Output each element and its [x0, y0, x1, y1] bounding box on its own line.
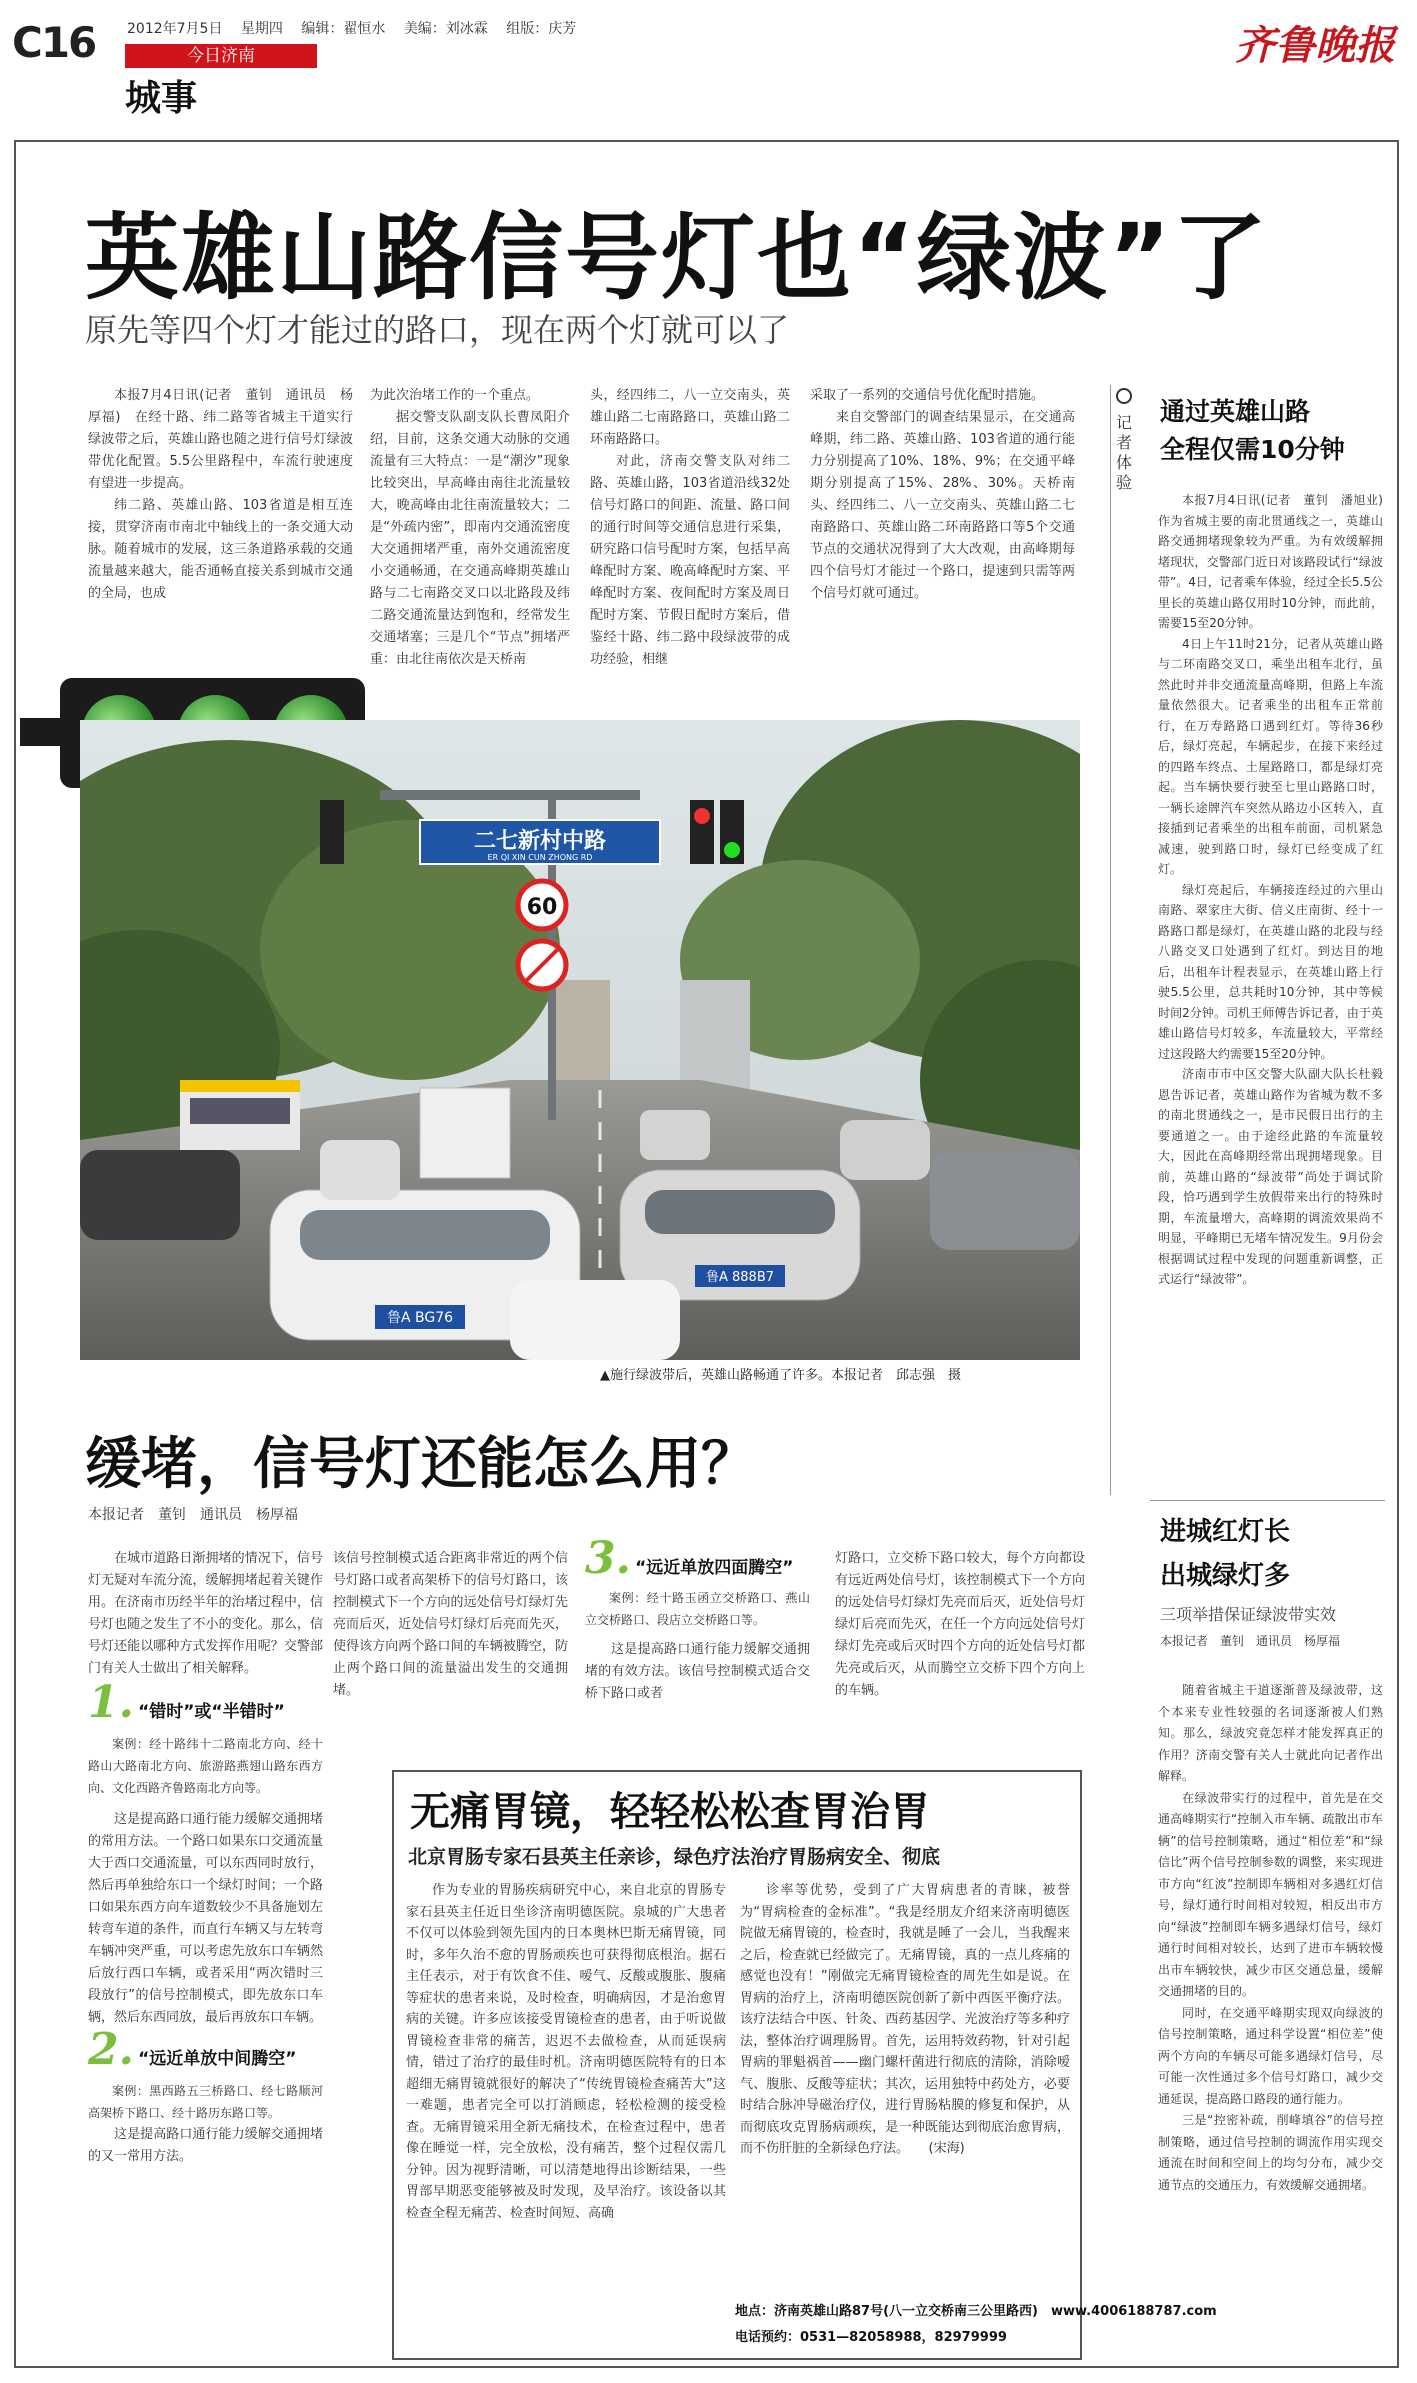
main-photo [80, 720, 1080, 1360]
side2-title-line: 进城红灯长 [1160, 1517, 1291, 1547]
license-plate-2: 鲁A 888B7 [705, 1270, 775, 1285]
paragraph: 据交警支队副支队长曹凤阳介绍，目前，这条交通大动脉的交通流量有三大特点：一是“潮汐”现象比较突出，早高峰由南往北流量较大，晚高峰由北往南流量较大；二是“外疏内密”，即南内交通流密度大交通拥堵严重，南外交通流密度小交通畅通，在交通高峰期英雄山路与二七南路交叉口以北路段及纬二路交通流量达到饱和，经常发生交通堵塞；三是几个“节点”拥堵严重：由北往南依次是天桥南 [370, 410, 570, 667]
paragraph: 本报7月4日讯(记者 董钊 通讯员 杨厚福) 在经十路、纬二路等省城主干道实行绿波带之后，英雄山路也随之进行信号灯绿波带优化配置。5.5公里路程中，车流行驶速度有望进一步提高。 [88, 388, 353, 491]
paragraph: 这是提高路口通行能力缓解交通拥堵的有效方法。该信号控制模式适合交桥下路口或者 [585, 1642, 810, 1701]
column-tag-label: 今日济南 [187, 46, 255, 66]
paragraph: 三是“控密补疏，削峰填谷”的信号控制策略，通过信号控制的调流作用实现交通流在时间和空间上的均匀分布，减少交通节点的交通压力，有效缓解交通拥堵。 [1158, 2113, 1383, 2192]
issue-date: 2012年7月5日 [127, 21, 223, 37]
feature-col-1 [88, 1548, 323, 2168]
paragraph: 来自交警部门的调查结果显示，在交通高峰期，纬二路、英雄山路、103省道的通行能力分别提高了10%、18%、9%；在交通平峰期分别提高了15%、28%、30%。天桥南头、经四纬二、八一立交南头、英雄山路二七南路路口、英雄山路二环南路路口等5个交通节点的交通状况得到了大大改观，由高峰期每四个信号灯才能过一个路口，提速到只需等两个信号灯就可通过。 [810, 410, 1075, 601]
road-sign-text: 二七新村中路 [473, 829, 607, 854]
paragraph: 采取了一系列的交通信号优化配时措施。 [810, 388, 1045, 403]
road-sign-pinyin: ER QI XIN CUN ZHONG RD [487, 853, 593, 862]
feature-section-3-heading [585, 1533, 810, 1584]
paragraph: 随着省城主干道逐渐普及绿波带，这个本来专业性较强的名词逐渐被人们熟知。那么，绿波究竟怎样才能发挥真正的作用？济南交警有关人士就此向记者作出解释。 [1158, 1683, 1383, 1783]
paragraph: 绿灯亮起后，车辆接连经过的六里山南路、翠家庄大街、信义庄南街、经十一路路口都是绿灯，在英雄山路的北段与经八路交叉口处遇到了红灯。到达目的地后，出租车计程表显示，在英雄山路上行驶5.5公里，总共耗时10分钟，其中等候时间2分钟。司机王师傅告诉记者，由于英雄山路信号灯较多，车流量较大，平常经过这段路大约需要15至20分钟。 [1158, 882, 1383, 1061]
sidebar-title-line: 全程仅需10分钟 [1160, 435, 1345, 464]
paragraph: 济南市市中区交警大队副大队长杜毅恩告诉记者，英雄山路作为省城为数不多的南北贯通线之一，是市民假日出行的主要通道之一。由于途经此路的车流量较大，因此在高峰期经常出现拥堵现象。目前，英雄山路的“绿波带”尚处于调试阶段，恰巧遇到学生放假带来出行的特殊时期，车流量增大，高峰期的调流效果尚不明显，平峰期已无堵车情况发生。9月份会根据调试过程中发现的问题重新调整，正式运行“绿波带”。 [1158, 1067, 1383, 1286]
sidebar-tag [1116, 388, 1138, 493]
feature-intro: 在城市道路日渐拥堵的情况下，信号灯无疑对车流分流，缓解拥堵起着关键作用。在济南市历经半年的治堵过程中，信号灯也随之发生了不小的变化。那么，信号灯还能以哪种方式发挥作用呢？交警部门有关人士做出了相关解释。 [88, 1551, 323, 1676]
paragraph: 作为专业的胃肠疾病研究中心，来自北京的胃肠专家石县英主任近日坐诊济南明德医院。泉城的广大患者不仅可以体验到领先国内的日本奥林巴斯无痛胃镜，同时，多年久治不愈的胃肠顽疾也可获得彻底根治。据石主任表示，对于有饮食不佳、嗳气、反酸或腹胀、腹痛等症状的患者来说，及时检查，明确病因，才是治愈胃病的关键。许多应该接受胃镜检查的患者，由于听说做胃镜检查非常的痛苦，迟迟不去做检查，从而延误病情，错过了治疗的最佳时机。济南明德医院特有的日本超细无痛胃镜就很好的解决了“传统胃镜检查痛苦大”这一难题，患者完全可以打消顾虑，轻松检测的接受检查。无痛胃镜采用全新无痛技术，在检查过程中，患者像在睡觉一样，完全放松，没有痛苦，整个过程仅需几分钟。因为视野清晰，可以清楚地得出诊断结果，一些胃部早期恶变能够被及时发现，及早治疗。该设备以其检查全程无痛苦、检查时间短、高确 [406, 1883, 726, 2221]
ad-col-2 [740, 1880, 1070, 2160]
paragraph: 诊率等优势，受到了广大胃病患者的青睐，被誉为“胃病检查的金标准”。“我是经朋友介绍来济南明德医院做无痛胃镜的，检查时，我就是睡了一会儿，当我醒来之后，检查就已经做完了。无痛胃镜，真的一点儿疼痛的感觉也没有！”刚做完无痛胃镜检查的周先生如是说。在胃病的治疗上，济南明德医院创新了新中西医平衡疗法。该疗法结合中医、针灸、西药基因学、光波治疗等多种疗法，整体治疗调理肠胃。首先，运用特效药物，针对引起胃病的罪魁祸首——幽门螺杆菌进行彻底的清除，消除嗳气、腹胀、反酸等症状；其次，运用独特中药处方，必要时结合脉冲导磁治疗仪，进行胃肠粘膜的修复和保护，从而彻底攻克胃肠病顽疾，是一种既能达到彻底治愈胃病，而不伤肝脏的全新绿色疗法。 (宋海) [740, 1883, 1070, 2156]
feature-section-2-heading [88, 2024, 323, 2075]
case-text: 案例：黑西路五三桥路口、经七路顺河高架桥下路口、经十路历东路口等。 [88, 2084, 323, 2120]
speed-limit-text: 60 [526, 895, 558, 920]
paragraph: 在绿波带实行的过程中，首先是在交通高峰期实行“控制入市车辆、疏散出市车辆”的信号控制策略，通过“相位差”和“绿信比”两个信号控制参数的调整，来实现进市方向“红波”控制即车辆相对多遇红灯信号，绿灯通行时间相对较短，相反出市方向“绿波”控制即车辆多遇绿灯信号，绿灯通行时间相对较长，达到了进市车辆较慢出市车辆较快，减少市区交通总量，缓解交通拥堵的目的。 [1158, 1790, 1383, 1998]
sidebar-tag-dot-icon [1116, 388, 1132, 404]
section-number: 3. [585, 1533, 631, 1584]
section-title: “远近单放四面腾空” [635, 1558, 794, 1578]
column-rule [1110, 385, 1111, 1495]
feature-byline: 本报记者 董钊 通讯员 杨厚福 [88, 1507, 298, 1523]
case-text: 案例：经十路玉函立交桥路口、燕山立交桥路口、段店立交桥路口等。 [585, 1591, 810, 1627]
ad-col-1 [406, 1880, 726, 2224]
side2-byline: 本报记者 董钊 通讯员 杨厚福 [1160, 1634, 1341, 1648]
layout-editor: 组版：庆芳 [506, 21, 577, 37]
feature-title: 缓堵，信号灯还能怎么用？ [85, 1432, 757, 1497]
paragraph: 对此，济南交警支队对纬二路、英雄山路，103省道沿线32处信号灯路口的间距、流量、路口间的通行时间等交通信息进行采集，研究路口信号配时方案，包括早高峰配时方案、晚高峰配时方案、平峰配时方案、夜间配时方案及周日配时方案、节假日配时方案后，借鉴经十路、纬二路中段绿波带的成功经验，相继 [590, 454, 790, 667]
paragraph: 纬二路、英雄山路、103省道是相互连接，贯穿济南市南北中轴线上的一条交通大动脉。随着城市的发展，这三条道路承载的交通流量越来越大，能否通畅直接关系到城市交通的全局，也成 [88, 498, 353, 601]
traffic-light-bar [20, 718, 60, 746]
art-editor: 美编：刘冰霖 [403, 21, 488, 37]
paragraph: 灯路口，立交桥下路口较大，每个方向都设有远近两处信号灯，该控制模式下一个方向的远处信号灯绿灯先亮而后灭，近处信号灯绿灯后亮而先灭，在任一个方向远处信号灯绿灯先亮或后灭时四个方向的近处信号灯都先亮或后灭，从而腾空立交桥下四个方向上的车辆。 [835, 1551, 1085, 1698]
section-rule [1150, 1500, 1385, 1501]
main-col-1 [88, 385, 353, 605]
masthead-logo: 齐鲁晚报 [1235, 22, 1395, 69]
ad-title: 无痛胃镜，轻轻松松查胃治胃 [410, 1789, 930, 1835]
paragraph: 这是提高路口通行能力缓解交通拥堵的又一常用方法。 [88, 2127, 323, 2164]
paragraph: 4日上午11时21分，记者从英雄山路与二环南路交叉口，乘坐出租车北行，虽然此时并非交通流量高峰期，但路上车流量依然很大。记者乘坐的出租车正常前行，在万寿路路口遇到红灯。等待36秒后，绿灯亮起，车辆起步，在接下来经过的四路车终点、土屋路路口，都是绿灯亮起。当车辆快要行驶至七里山路路口时，一辆长途牌汽车突然从路边小区转入，直接插到记者乘坐的出租车前面，司机紧急减速，驶到路口时，绿灯已经变成了红灯。 [1158, 636, 1383, 876]
side2-title-line: 出城绿灯多 [1160, 1561, 1291, 1591]
section-title: “错时”或“半错时” [138, 1702, 285, 1722]
ad-phone: 电话预约：0531—82058988，82979999 [735, 2330, 1007, 2345]
paragraph: 本报7月4日讯(记者 董钊 潘旭业) 作为省城主要的南北贯通线之一，英雄山路交通拥堵现象较为严重。为有效缓解拥堵现状，交警部门近日对该路段试行“绿波带”。4日，记者乘车体验，经过全长5.5公里长的英雄山路仅用时10分钟，而此前，需要15至20分钟。 [1158, 493, 1396, 630]
editor: 编辑：翟恒水 [301, 21, 386, 37]
section-title: “远近单放中间腾空” [138, 2049, 297, 2069]
paragraph: 同时，在交通平峰期实现双向绿波的信号控制策略，通过科学设置“相位差”使两个方向的车辆尽可能多遇绿灯信号，尽可能一次性通过多个信号灯路口，减少交通延误，提高路口路段的通行能力。 [1158, 2005, 1383, 2106]
side2-subtitle: 三项举措保证绿波带实效 [1160, 1605, 1337, 1624]
paragraph: 这是提高路口通行能力缓解交通拥堵的常用方法。一个路口如果东口交通流量大于西口交通流量，可以东西同时放行，然后再单独给东口一个绿灯时间；一个路口如果东西方向车道数较少不具备施划左转弯车道的条件，而直行车辆又与左转弯车辆冲突严重，可以考虑先放东口车辆然后放行西口车辆，或者采用“两次错时三段放行”的信号控制模式，即先放东口车辆，然后东西同放，最后再放东口车辆。 [88, 1812, 323, 2025]
sidebar-tag-text: 记者体验 [1116, 413, 1133, 492]
paragraph: 该信号控制模式适合距离非常近的两个信号灯路口或者高架桥下的信号灯路口，该控制模式下一个方向的远处信号灯绿灯先亮而后灭，近处信号灯绿灯后亮而先灭，使得该方向两个路口间的车辆被腾空，防止两个路口间的流量溢出发生的交通拥堵。 [333, 1551, 568, 1698]
header-meta [127, 18, 576, 38]
photo-caption: ▲施行绿波带后，英雄山路畅通了许多。本报记者 邱志强 摄 [600, 1368, 961, 1383]
subheadline: 原先等四个灯才能过的路口，现在两个灯就可以了 [85, 311, 790, 349]
paragraph: 为此次治堵工作的一个重点。 [370, 388, 540, 403]
column-tag [125, 44, 317, 68]
sidebar-body [1158, 490, 1396, 1290]
street-scene-image [80, 720, 1080, 1360]
feature-section-1-heading [88, 1677, 323, 1728]
ad-subtitle: 北京胃肠专家石县英主任亲诊，绿色疗法治疗胃肠病安全、彻底 [408, 1846, 941, 1868]
case-text: 案例：经十路纬十二路南北方向、经十路山大路南北方向、旅游路燕翅山路东西方向、文化西路齐鲁路南北方向等。 [88, 1737, 323, 1795]
main-col-3 [590, 385, 790, 671]
sidebar-title-line: 通过英雄山路 [1160, 397, 1311, 426]
main-col-4 [810, 385, 1075, 605]
feature-col-3 [585, 1533, 810, 1705]
section-name: 城事 [125, 78, 198, 119]
side2-title [1160, 1510, 1290, 1598]
headline: 英雄山路信号灯也“绿波”了 [85, 204, 1269, 313]
side2-body [1158, 1680, 1383, 2196]
weekday: 星期四 [240, 21, 283, 37]
section-number: 2. [88, 2024, 134, 2075]
feature-col-2 [333, 1548, 568, 1702]
ad-address: 地点：济南英雄山路87号(八一立交桥南三公里路西) www.4006188787.com [735, 2304, 1217, 2319]
paragraph: 头，经四纬二，八一立交南头，英雄山路二七南路路口，英雄山路二环南路路口。 [590, 388, 790, 447]
sidebar-title [1160, 393, 1345, 469]
feature-col-4 [835, 1548, 1085, 1702]
section-number: 1. [88, 1677, 134, 1728]
license-plate-1: 鲁A BG76 [386, 1310, 454, 1326]
main-col-2 [370, 385, 570, 671]
page-number: C16 [12, 18, 96, 67]
